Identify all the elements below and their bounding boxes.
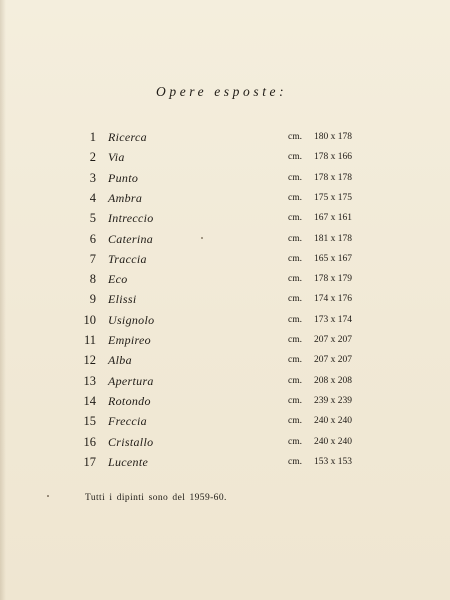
work-unit: cm.	[288, 355, 302, 366]
work-number: 6	[89, 231, 96, 246]
footnote: Tutti i dipinti sono del 1959-60.	[85, 493, 227, 503]
work-dimensions: 174 x 176	[314, 294, 352, 305]
work-unit: cm.	[288, 436, 302, 447]
work-title: Intreccio	[108, 211, 154, 226]
work-number: 4	[89, 190, 96, 205]
work-number: 11	[83, 333, 96, 347]
work-unit: cm.	[288, 172, 302, 183]
work-dimensions: 178 x 166	[314, 152, 352, 163]
work-title: Traccia	[108, 251, 147, 266]
work-title: Cristallo	[108, 434, 154, 449]
work-dimensions: 240 x 240	[314, 416, 352, 427]
work-unit: cm.	[288, 375, 302, 386]
work-number: 10	[83, 312, 96, 327]
work-number: 13	[83, 373, 96, 388]
work-number: 3	[89, 170, 96, 185]
paper-speck	[47, 495, 49, 497]
work-dimensions: 207 x 207	[314, 355, 352, 366]
work-unit: cm.	[288, 294, 302, 305]
work-title: Usignolo	[108, 312, 155, 327]
work-number: 1	[89, 130, 96, 144]
work-title: Empireo	[108, 333, 151, 347]
work-number: 2	[89, 150, 96, 165]
work-unit: cm.	[288, 274, 302, 285]
work-unit: cm.	[288, 416, 302, 427]
work-title: Rotondo	[108, 393, 151, 408]
work-dimensions: 207 x 207	[314, 335, 352, 345]
work-unit: cm.	[288, 213, 302, 224]
work-number: 9	[89, 292, 96, 307]
work-unit: cm.	[288, 335, 302, 345]
page-heading: Opere esposte:	[156, 84, 288, 99]
work-dimensions: 178 x 178	[314, 172, 352, 183]
paper-speck	[201, 237, 203, 239]
work-dimensions: 165 x 167	[314, 253, 352, 264]
work-dimensions: 240 x 240	[314, 436, 352, 447]
work-title: Lucente	[108, 454, 149, 469]
work-row	[0, 412, 450, 430]
work-number: 17	[83, 454, 96, 469]
work-title: Punto	[108, 170, 139, 185]
work-row	[0, 331, 450, 349]
work-title: Elissi	[108, 292, 137, 307]
work-dimensions: 167 x 161	[314, 213, 352, 224]
work-row	[0, 169, 450, 187]
work-title: Alba	[108, 353, 132, 368]
work-number: 16	[83, 434, 96, 449]
work-unit: cm.	[288, 192, 302, 203]
work-number: 8	[89, 272, 96, 287]
work-unit: cm.	[288, 132, 302, 142]
work-dimensions: 173 x 174	[314, 314, 352, 325]
work-unit: cm.	[288, 314, 302, 325]
work-row	[0, 230, 450, 248]
work-row	[0, 372, 450, 390]
work-title: Ricerca	[108, 130, 147, 144]
work-row	[0, 128, 450, 146]
work-row	[0, 290, 450, 308]
work-row	[0, 351, 450, 369]
work-unit: cm.	[288, 233, 302, 244]
work-dimensions: 181 x 178	[314, 233, 352, 244]
work-number: 12	[83, 353, 96, 368]
work-row	[0, 189, 450, 207]
work-title: Apertura	[108, 373, 154, 388]
work-title: Eco	[108, 272, 128, 287]
work-number: 14	[83, 393, 96, 408]
work-row	[0, 453, 450, 471]
work-row	[0, 250, 450, 268]
work-title: Ambra	[108, 190, 143, 205]
work-unit: cm.	[288, 395, 302, 406]
work-title: Via	[108, 150, 125, 165]
work-row	[0, 311, 450, 329]
work-row	[0, 392, 450, 410]
work-number: 5	[89, 211, 96, 226]
work-unit: cm.	[288, 456, 302, 467]
work-dimensions: 178 x 179	[314, 274, 352, 285]
work-dimensions: 208 x 208	[314, 375, 352, 386]
work-row	[0, 433, 450, 451]
work-title: Freccia	[108, 414, 147, 429]
work-row	[0, 148, 450, 166]
work-row	[0, 209, 450, 227]
work-dimensions: 153 x 153	[314, 456, 352, 467]
work-number: 15	[83, 414, 96, 429]
work-number: 7	[89, 251, 96, 266]
work-dimensions: 180 x 178	[314, 132, 352, 142]
work-dimensions: 239 x 239	[314, 395, 352, 406]
work-unit: cm.	[288, 253, 302, 264]
work-title: Caterina	[108, 231, 154, 246]
work-unit: cm.	[288, 152, 302, 163]
work-row	[0, 270, 450, 288]
work-dimensions: 175 x 175	[314, 192, 352, 203]
